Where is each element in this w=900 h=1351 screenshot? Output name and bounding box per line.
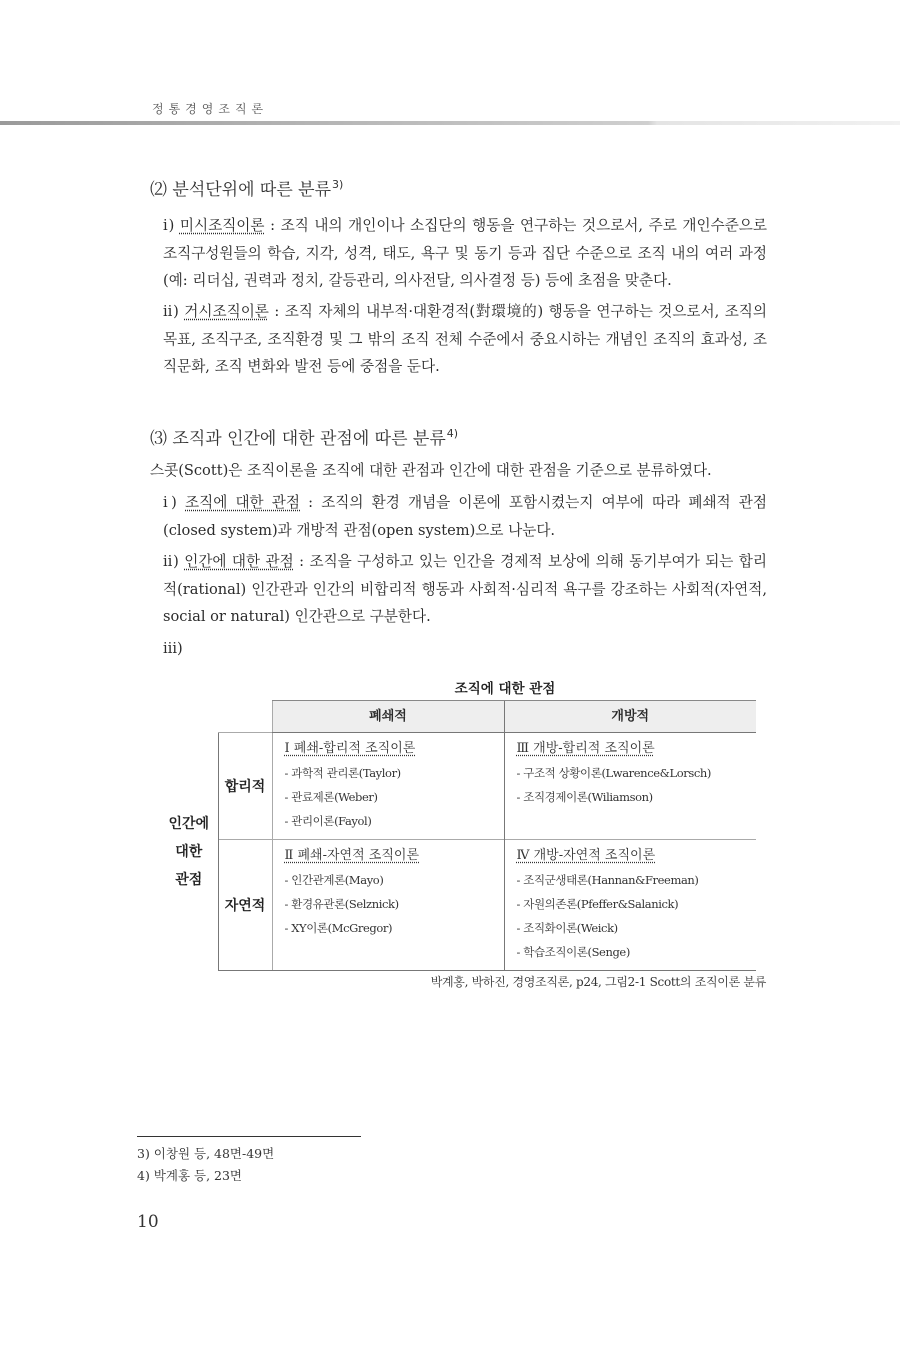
- page-number: 10: [137, 1212, 159, 1232]
- quadrant-title: Ⅲ 개방-합리적 조직이론: [516, 741, 655, 756]
- item-text: : 조직을 구성하고 있는 인간을 경제적 보상에 의해 동기부여가 되는 합리적(rational) 인간관과 인간의 비합리적 행동과 사회적·심리적 욕구를 강조하는 사회적(자연적, social or natural) 인간관으로 구분한다.: [163, 553, 768, 625]
- quadrant-title: Ⅰ 폐쇄-합리적 조직이론: [284, 741, 416, 756]
- list-item: - 관리이론(Fayol): [284, 814, 372, 828]
- quadrant-closed-rational: [272, 733, 504, 840]
- list-item: - 조직화이론(Weick): [516, 921, 618, 935]
- paragraph-macro-theory: [163, 298, 767, 381]
- running-title: 정통경영조직론: [152, 102, 269, 116]
- item-number-iii: ⅲ): [163, 640, 183, 657]
- axis-label-line: 관점: [175, 871, 203, 888]
- term-micro-theory: 미시조직이론: [179, 217, 265, 234]
- footnote-ref-4[interactable]: 4): [446, 427, 459, 440]
- header-rule: [0, 121, 900, 125]
- term-org-perspective: 조직에 대한 관점: [185, 494, 300, 511]
- term-human-perspective: 인간에 대한 관점: [184, 553, 294, 570]
- row-header-rational: 합리적: [218, 733, 272, 840]
- quadrant-title: Ⅱ 폐쇄-자연적 조직이론: [284, 848, 420, 863]
- table-header-row: [160, 701, 756, 733]
- list-item: - 관료제론(Weber): [284, 790, 378, 804]
- list-item: - 조직군생태론(Hannan&Freeman): [516, 873, 699, 887]
- section-heading-perspective: [150, 424, 458, 449]
- list-item: - 자원의존론(Pfeffer&Salanick): [516, 897, 679, 911]
- quadrant-closed-natural: [272, 840, 504, 971]
- list-item: - XY이론(McGregor): [284, 921, 393, 935]
- list-item: - 구조적 상황이론(Lwarence&Lorsch): [516, 766, 711, 780]
- row-axis-label: [160, 733, 218, 971]
- footnote-ref-3[interactable]: 3): [332, 178, 344, 191]
- section-heading-text: ⑵ 분석단위에 따른 분류: [150, 180, 332, 200]
- section-heading-analysis-unit: [150, 175, 343, 200]
- item-number: ⅱ): [163, 553, 185, 570]
- section-heading-text: ⑶ 조직과 인간에 대한 관점에 따른 분류: [150, 429, 446, 449]
- paragraph-org-perspective: [163, 489, 767, 544]
- axis-label-line: 대한: [175, 843, 203, 860]
- paragraph-micro-theory: [163, 212, 767, 295]
- empty-corner: [160, 701, 218, 733]
- paragraph-human-perspective: [163, 548, 767, 631]
- list-item: - 학습조직이론(Senge): [516, 945, 630, 959]
- item-number: ⅱ): [163, 303, 185, 320]
- term-macro-theory: 거시조직이론: [184, 303, 269, 320]
- item-number: ⅰ): [163, 494, 186, 511]
- figure-title: 조직에 대한 관점: [454, 681, 556, 697]
- figure-caption: 박계홍, 박하진, 경영조직론, p24, 그림2-1 Scott의 조직이론 분류: [430, 975, 766, 989]
- footnote-rule: [137, 1136, 361, 1137]
- list-item: - 환경유관론(Selznick): [284, 897, 399, 911]
- list-item: - 과학적 관리론(Taylor): [284, 766, 401, 780]
- axis-label-line: 인간에: [168, 815, 210, 832]
- table-row-rational: [160, 733, 756, 840]
- item-text: : 조직 내의 개인이나 소집단의 행동을 연구하는 것으로서, 주로 개인수준으로 조직구성원들의 학습, 지각, 성격, 태도, 욕구 및 동기 등과 집단 수준으로 조직 내의 여러 과정(예: 리더십, 권력과 정치, 갈등관리, 의사전달, 의사결정 등) 등에 초점을 맞춘다.: [163, 217, 767, 289]
- paragraph-scott-intro: 스콧(Scott)은 조직이론을 조직에 대한 관점과 인간에 대한 관점을 기준으로 분류하였다.: [150, 462, 712, 479]
- empty-corner: [218, 701, 272, 733]
- quadrant-open-natural: [504, 840, 756, 971]
- footnote-4: 4) 박계홍 등, 23면: [137, 1168, 243, 1183]
- quadrant-title: Ⅳ 개방-자연적 조직이론: [516, 848, 656, 863]
- item-text: : 조직 자체의 내부적·대환경적(對環境的) 행동을 연구하는 것으로서, 조직의 목표, 조직구조, 조직환경 및 그 밖의 조직 전체 수준에서 중요시하는 개념인 조직의 효과성, 조직문화, 조직 변화와 발전 등에 중점을 둔다.: [163, 303, 768, 375]
- scott-classification-table: [160, 700, 756, 971]
- list-item: - 조직경제이론(Wiliamson): [516, 790, 653, 804]
- quadrant-open-rational: [504, 733, 756, 840]
- column-header-closed: 폐쇄적: [272, 701, 504, 733]
- item-text: : 조직의 환경 개념을 이론에 포함시켰는지 여부에 따라 폐쇄적 관점(closed system)과 개방적 관점(open system)으로 나눈다.: [163, 494, 767, 539]
- footnote-3: 3) 이창원 등, 48면-49면: [137, 1146, 275, 1161]
- column-header-open: 개방적: [504, 701, 756, 733]
- item-number: ⅰ): [163, 217, 180, 234]
- row-header-natural: 자연적: [218, 840, 272, 971]
- table-row-natural: [160, 840, 756, 971]
- list-item: - 인간관계론(Mayo): [284, 873, 384, 887]
